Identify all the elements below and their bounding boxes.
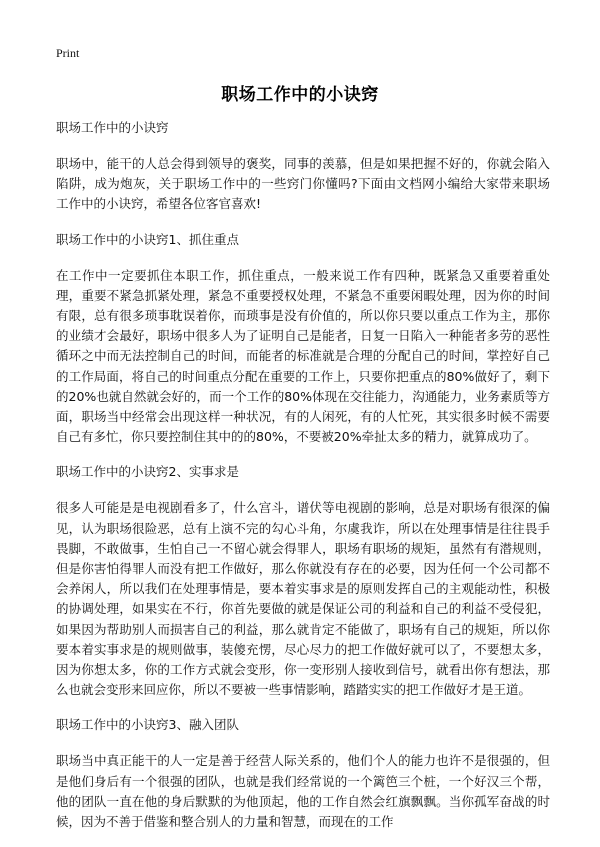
page-title: 职场工作中的小诀窍 — [221, 85, 379, 105]
section-heading: 职场工作中的小诀窍1、抓住重点 — [56, 231, 239, 247]
section-heading: 职场工作中的小诀窍3、融入团队 — [56, 717, 239, 733]
section-heading: 职场工作中的小诀窍 — [56, 120, 169, 135]
paragraph: 很多人可能是是电视剧看多了，什么宫斗，谱伏等电视剧的影响，总是对职场有很深的偏见，认为职场很险恶，总有上演不完的勾心斗角，尔虞我诈，所以在处理事情是往往畏手畏脚，不敢做事，生怕自己一不留心就会得罪人，职场有职场的规矩，虽然有有潜规则，但是你害怕得罪人而没有把工作做好，那么你就没有存在的必要，因为任何一个公司都不会养闲人，所以我们在处理事情是，要本着实事求是的原则发挥自己的主观能动性，积极的协调处理，如果实在不行，你首先要做的就是保证公司的利益和自己的利益不受侵犯，如果因为帮助别人而损害自己的利益，那么就肯定不能做了，职场有自己的规矩，所以你要本着实事求是的规则做事，装傻充愣，尽心尽力的把工作做好就可以了，不要想太多，因为你想太多，你的工作方式就会变形，你一变形别人接收到信号，就看出你有想法，那么也就会变形来回应你，所以不要被一些事情影响，踏踏实实的把工作做好才是王道。 — [56, 500, 550, 698]
document-body — [56, 118, 550, 847]
paragraph: 在工作中一定要抓住本职工作，抓住重点，一般来说工作有四种，既紧急又重要着重处理，重要不紧急抓紧处理，紧急不重要授权处理，不紧急不重要闲暇处理，因为你的时间有限，总有很多琐事耽误着你，而琐事是没有价值的，所以你只要以重点工作为主，那你的业绩才会最好，职场中很多人为了证明自己是能者，日复一日陷入一种能者多劳的恶性循环之中而无法控制自己的时间，而能者的标准就是合理的分配自己的时间，掌控好自己的工作局面，将自己的时间重点分配在重要的工作上，只要你把重点的80%做好了，剩下的20%也就自然就会好的，而一个工作的80%体现在交往能力，沟通能力，业务素质等方面，职场当中经常会出现这样一种状况，有的人闲死，有的人忙死，其实很多时候不需要自己有多忙，你只要控制住其中的的80%，不要被20%牵扯太多的精力，就算成功了。 — [56, 267, 550, 445]
paragraph: 职场中，能干的人总会得到领导的褒奖，同事的羡慕，但是如果把握不好的，你就会陷入陷阱，成为炮灰，关于职场工作中的一些窍门你懂吗?下面由文档网小编给大家带来职场工作中的小诀窍，希望各位客官喜欢! — [56, 156, 550, 212]
section-heading: 职场工作中的小诀窍2、实事求是 — [56, 464, 239, 480]
paragraph: 职场当中真正能干的人一定是善于经营人际关系的，他们个人的能力也许不是很强的，但是他们身后有一个很强的团队，也就是我们经常说的一个篱笆三个桩，一个好汉三个帮，他的团队一直在他的身后默默的为他顶起，他的工作自然会红旗飘飘。当你孤军奋战的时候，因为不善于借鉴和整合别人的力量和智慧，而现在的工作 — [56, 753, 550, 830]
print-label[interactable]: Print — [56, 46, 80, 60]
